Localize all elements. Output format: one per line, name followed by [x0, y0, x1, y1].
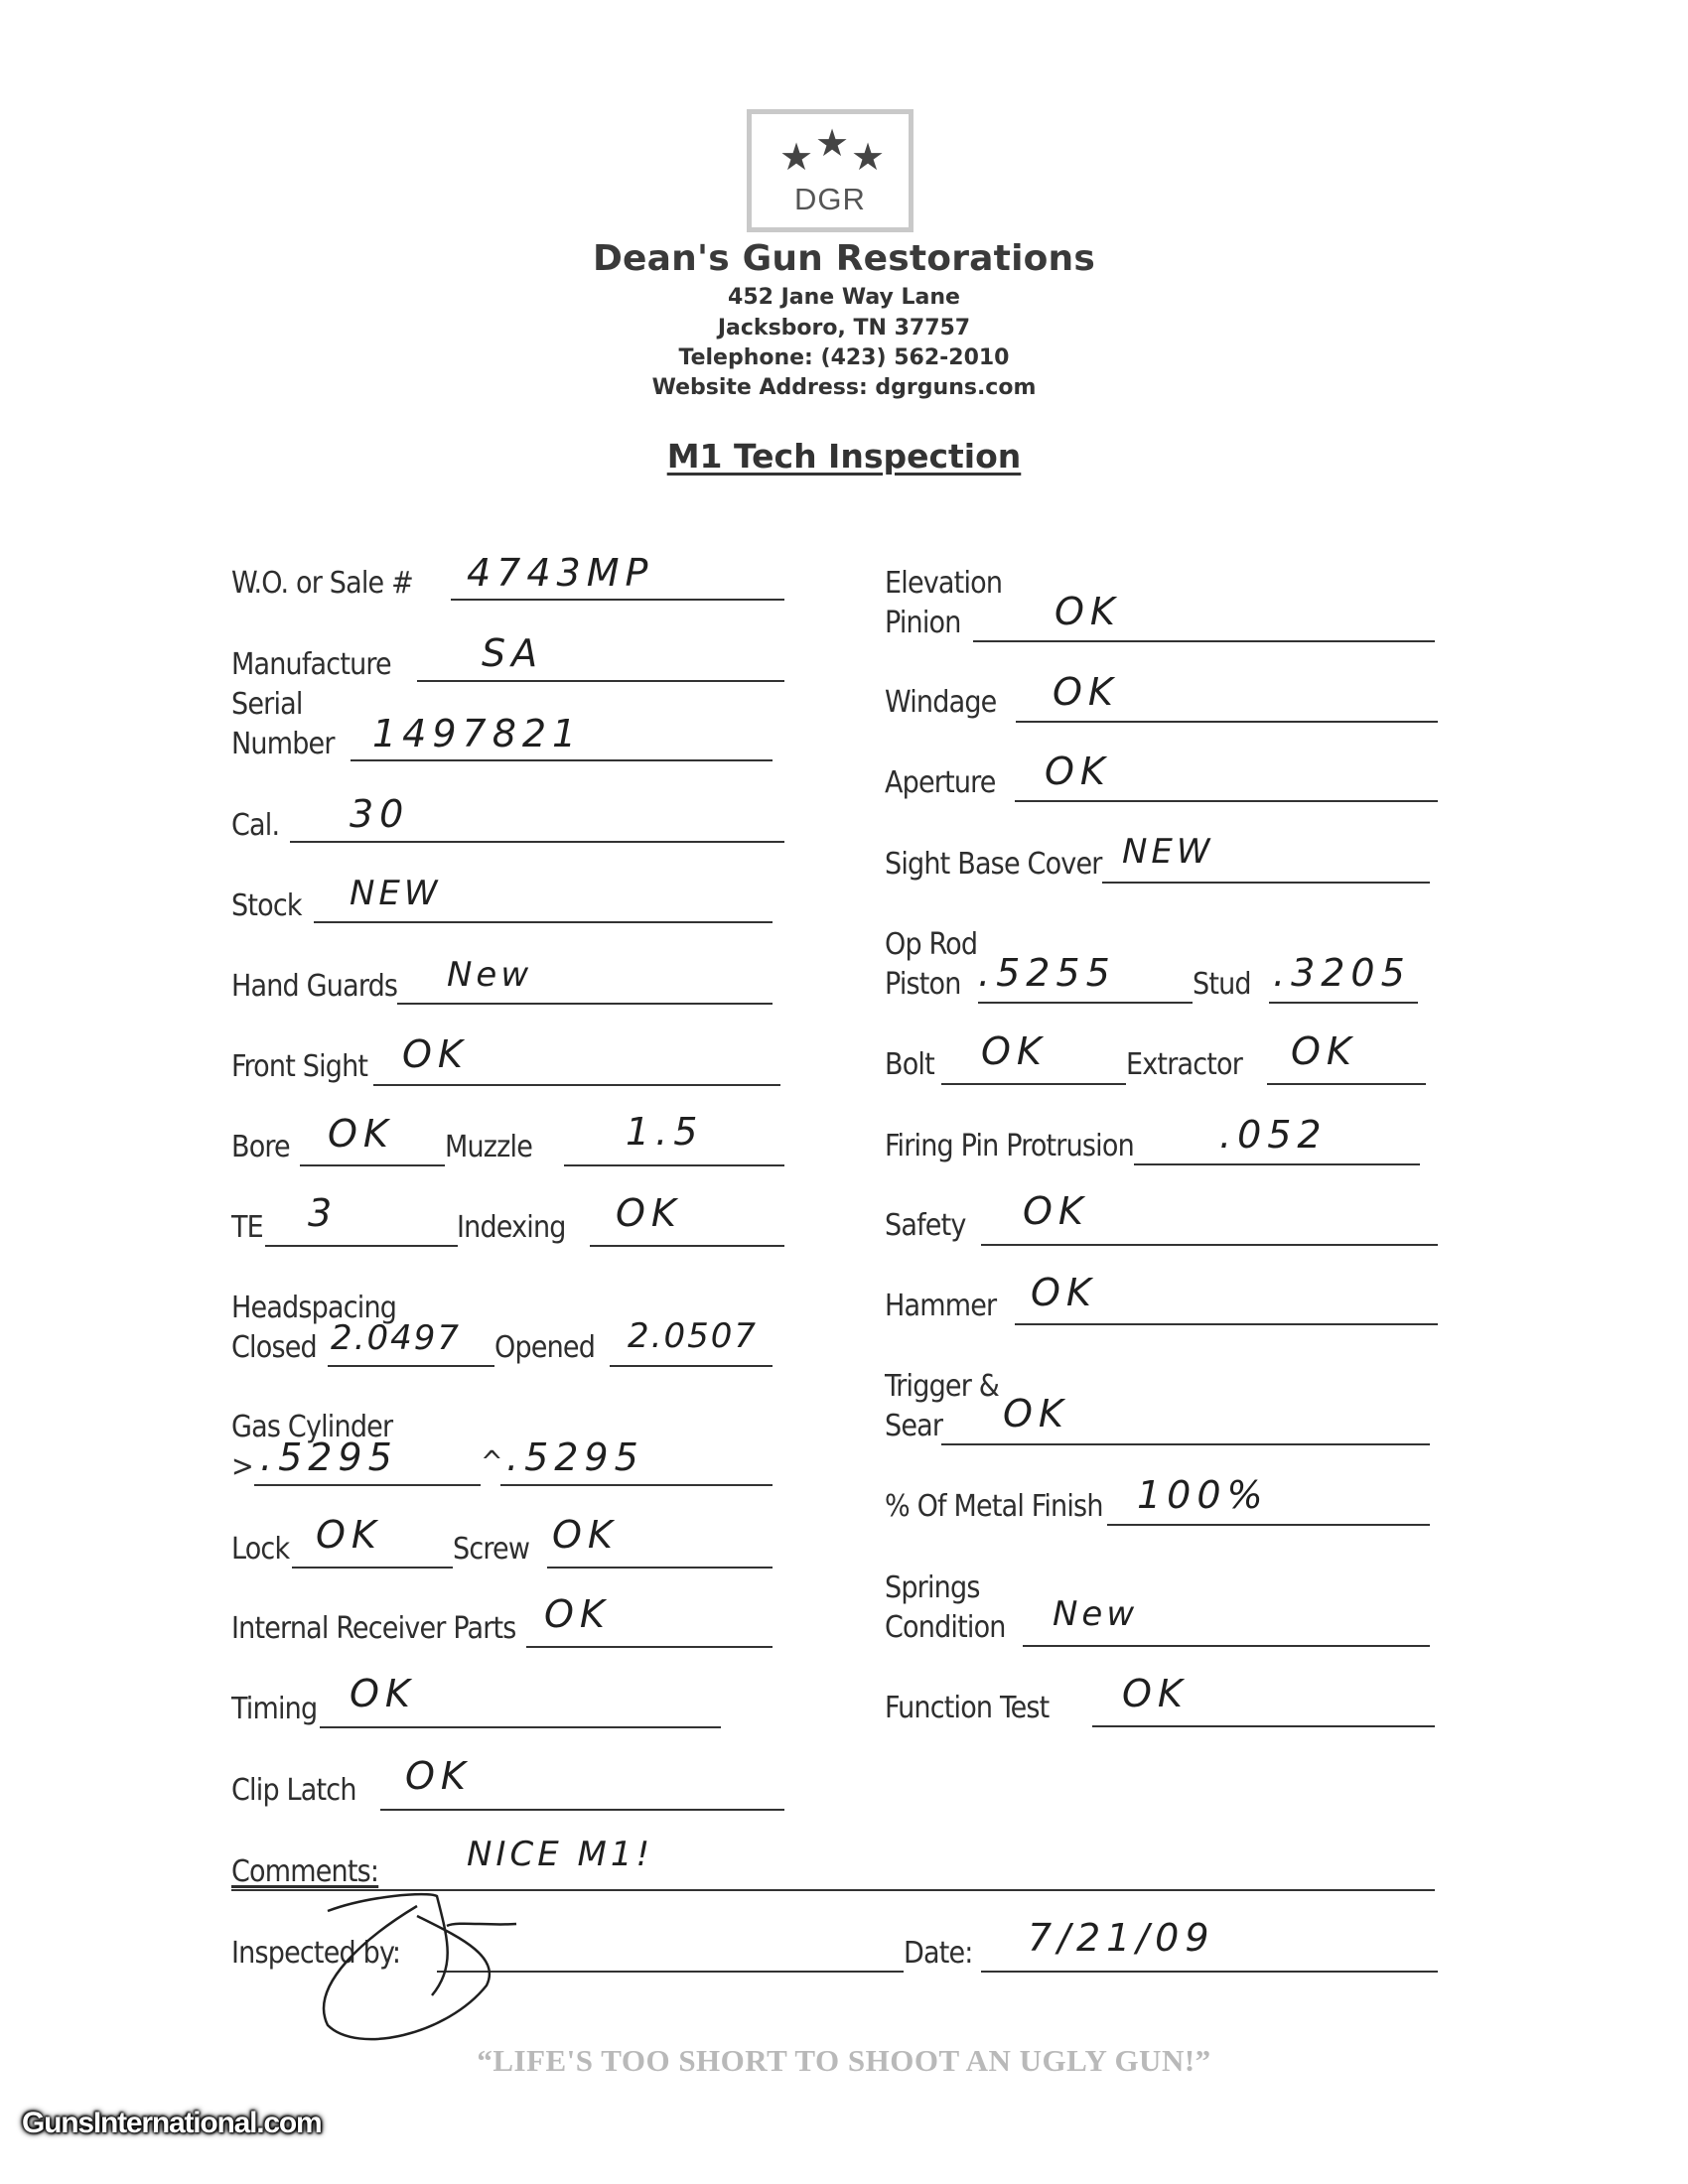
- indexing-value[interactable]: OK: [616, 1191, 682, 1235]
- trigger-sear-line: [941, 1443, 1430, 1445]
- comments-label: Comments:: [231, 1854, 379, 1889]
- wo-sale-label: W.O. or Sale #: [231, 566, 413, 601]
- stock-line: [314, 921, 773, 923]
- bolt-value[interactable]: OK: [981, 1029, 1048, 1073]
- headspacing-label: Headspacing: [231, 1291, 397, 1325]
- form-title: [0, 437, 1688, 476]
- clip-latch-line: [380, 1809, 784, 1811]
- star-icon: ★: [851, 135, 886, 179]
- form-title-text: M1 Tech Inspection: [666, 437, 1022, 476]
- aperture-label: Aperture: [885, 765, 996, 800]
- sight-base-cover-line: [1102, 882, 1430, 884]
- wo-sale-line: [451, 599, 784, 601]
- hammer-value[interactable]: OK: [1031, 1271, 1097, 1314]
- extractor-value[interactable]: OK: [1291, 1029, 1357, 1073]
- star-icon: ★: [815, 121, 850, 165]
- windage-label: Windage: [885, 685, 997, 720]
- opened-line: [610, 1365, 773, 1367]
- gas-cylinder-line2: [500, 1484, 773, 1486]
- springs-label-line2: Condition: [885, 1610, 1006, 1645]
- hand-guards-line: [397, 1003, 773, 1005]
- bolt-label: Bolt: [885, 1047, 934, 1082]
- muzzle-value[interactable]: 1.5: [626, 1110, 704, 1154]
- timing-line: [320, 1726, 721, 1728]
- stud-line: [1269, 1002, 1418, 1004]
- safety-label: Safety: [885, 1208, 966, 1243]
- cal-value[interactable]: 30: [350, 792, 410, 836]
- internal-receiver-parts-line: [526, 1646, 773, 1648]
- metal-finish-label: % Of Metal Finish: [885, 1489, 1103, 1524]
- serial-value[interactable]: 1497821: [372, 712, 583, 755]
- internal-receiver-parts-value[interactable]: OK: [544, 1592, 611, 1636]
- gas-cylinder-line1: [254, 1484, 481, 1486]
- wo-sale-value[interactable]: 4743MP: [467, 551, 654, 595]
- windage-value[interactable]: OK: [1053, 670, 1119, 714]
- bore-line: [300, 1164, 445, 1166]
- metal-finish-line: [1107, 1524, 1430, 1526]
- stock-value[interactable]: NEW: [350, 874, 442, 913]
- screw-label: Screw: [453, 1532, 530, 1567]
- function-test-line: [1092, 1725, 1435, 1727]
- lock-label: Lock: [231, 1532, 290, 1567]
- telephone: Telephone: (423) 562-2010: [678, 345, 1010, 370]
- dgr-logo: [747, 109, 914, 232]
- gas-cylinder-prefix1: >: [231, 1449, 253, 1484]
- front-sight-line: [373, 1084, 780, 1086]
- internal-receiver-parts-label: Internal Receiver Parts: [231, 1611, 516, 1646]
- te-value[interactable]: 3: [308, 1191, 339, 1235]
- springs-condition-line: [1023, 1645, 1430, 1647]
- serial-label-line1: Serial: [231, 687, 303, 722]
- te-line: [265, 1245, 458, 1247]
- hammer-label: Hammer: [885, 1289, 997, 1323]
- metal-finish-value[interactable]: 100%: [1137, 1473, 1269, 1517]
- extractor-label: Extractor: [1126, 1047, 1243, 1082]
- elevation-label-line1: Elevation: [885, 566, 1003, 601]
- hand-guards-label: Hand Guards: [231, 969, 398, 1004]
- stud-label: Stud: [1193, 967, 1251, 1002]
- screw-value[interactable]: OK: [552, 1513, 619, 1557]
- function-test-value[interactable]: OK: [1122, 1672, 1189, 1715]
- firing-pin-protrusion-value[interactable]: .052: [1219, 1113, 1328, 1157]
- three-stars-icon: [752, 121, 909, 179]
- serial-label-line2: Number: [231, 727, 335, 761]
- firing-pin-protrusion-label: Firing Pin Protrusion: [885, 1129, 1134, 1163]
- opened-label: Opened: [494, 1330, 596, 1365]
- hand-guards-value[interactable]: New: [447, 955, 533, 995]
- stud-value[interactable]: .3205: [1273, 951, 1411, 995]
- motto: “LIFE'S TOO SHORT TO SHOOT AN UGLY GUN!”: [477, 2043, 1211, 2078]
- sight-base-cover-value[interactable]: NEW: [1122, 832, 1214, 872]
- opened-value[interactable]: 2.0507: [628, 1316, 758, 1356]
- timing-value[interactable]: OK: [350, 1672, 416, 1715]
- cal-label: Cal.: [231, 808, 280, 843]
- function-test-label: Function Test: [885, 1691, 1050, 1725]
- hammer-line: [1015, 1323, 1438, 1325]
- clip-latch-value[interactable]: OK: [405, 1754, 472, 1798]
- comments-value[interactable]: NICE M1!: [467, 1835, 654, 1874]
- bore-label: Bore: [231, 1130, 290, 1164]
- gas-cylinder-prefix2: ^: [481, 1445, 502, 1480]
- company-name: Dean's Gun Restorations: [592, 238, 1096, 279]
- date-label: Date:: [904, 1936, 973, 1971]
- front-sight-value[interactable]: OK: [402, 1032, 469, 1076]
- manufacture-line: [417, 680, 784, 682]
- trigger-label-line2: Sear: [885, 1409, 943, 1443]
- piston-value[interactable]: .5255: [978, 951, 1116, 995]
- date-line: [981, 1971, 1438, 1973]
- sight-base-cover-label: Sight Base Cover: [885, 847, 1102, 882]
- closed-label: Closed: [231, 1330, 317, 1365]
- front-sight-label: Front Sight: [231, 1049, 368, 1084]
- lock-value[interactable]: OK: [316, 1513, 382, 1557]
- piston-line: [978, 1002, 1193, 1004]
- safety-line: [981, 1244, 1438, 1246]
- gas-cylinder-value2[interactable]: .5295: [506, 1435, 644, 1479]
- muzzle-label: Muzzle: [445, 1130, 533, 1164]
- closed-value[interactable]: 2.0497: [331, 1318, 461, 1358]
- address-line2: Jacksboro, TN 37757: [717, 316, 971, 341]
- cal-line: [290, 841, 784, 843]
- star-icon: ★: [779, 135, 814, 179]
- elevation-pinion-line: [973, 640, 1435, 642]
- gas-cylinder-value1[interactable]: .5295: [260, 1435, 398, 1479]
- gas-cylinder-label: Gas Cylinder: [231, 1410, 393, 1444]
- address-line1: 452 Jane Way Lane: [728, 285, 960, 310]
- te-label: TE: [231, 1210, 263, 1245]
- trigger-sear-value[interactable]: OK: [1003, 1392, 1069, 1435]
- timing-label: Timing: [231, 1692, 318, 1726]
- aperture-value[interactable]: OK: [1045, 750, 1111, 793]
- piston-label: Piston: [885, 967, 961, 1002]
- manufacture-label: Manufacture: [231, 647, 391, 682]
- serial-line: [351, 759, 773, 761]
- firing-pin-protrusion-line: [1134, 1163, 1420, 1165]
- screw-line: [547, 1567, 773, 1569]
- date-value[interactable]: 7/21/09: [1028, 1916, 1215, 1960]
- bore-value[interactable]: OK: [328, 1112, 394, 1156]
- indexing-line: [590, 1245, 784, 1247]
- extractor-line: [1267, 1083, 1426, 1085]
- aperture-line: [1015, 800, 1438, 802]
- op-rod-label: Op Rod: [885, 927, 978, 962]
- website: Website Address: dgrguns.com: [651, 375, 1037, 400]
- manufacture-value[interactable]: SA: [482, 631, 544, 675]
- clip-latch-label: Clip Latch: [231, 1773, 356, 1808]
- indexing-label: Indexing: [457, 1210, 566, 1245]
- elevation-label-line2: Pinion: [885, 606, 961, 640]
- gunsinternational-watermark: GunsInternational.com: [22, 2107, 322, 2139]
- closed-line: [328, 1365, 494, 1367]
- elevation-pinion-value[interactable]: OK: [1055, 590, 1121, 633]
- inspector-signature: [298, 1876, 655, 2055]
- bolt-line: [941, 1083, 1126, 1085]
- safety-value[interactable]: OK: [1023, 1189, 1089, 1233]
- windage-line: [1016, 721, 1438, 723]
- muzzle-line: [564, 1164, 784, 1166]
- inspected-by-label: Inspected by:: [231, 1936, 401, 1971]
- stock-label: Stock: [231, 888, 302, 923]
- springs-label-line1: Springs: [885, 1570, 980, 1605]
- springs-condition-value[interactable]: New: [1053, 1594, 1139, 1634]
- lock-line: [292, 1567, 453, 1569]
- trigger-label-line1: Trigger &: [885, 1369, 1000, 1404]
- logo-text: DGR: [794, 182, 866, 216]
